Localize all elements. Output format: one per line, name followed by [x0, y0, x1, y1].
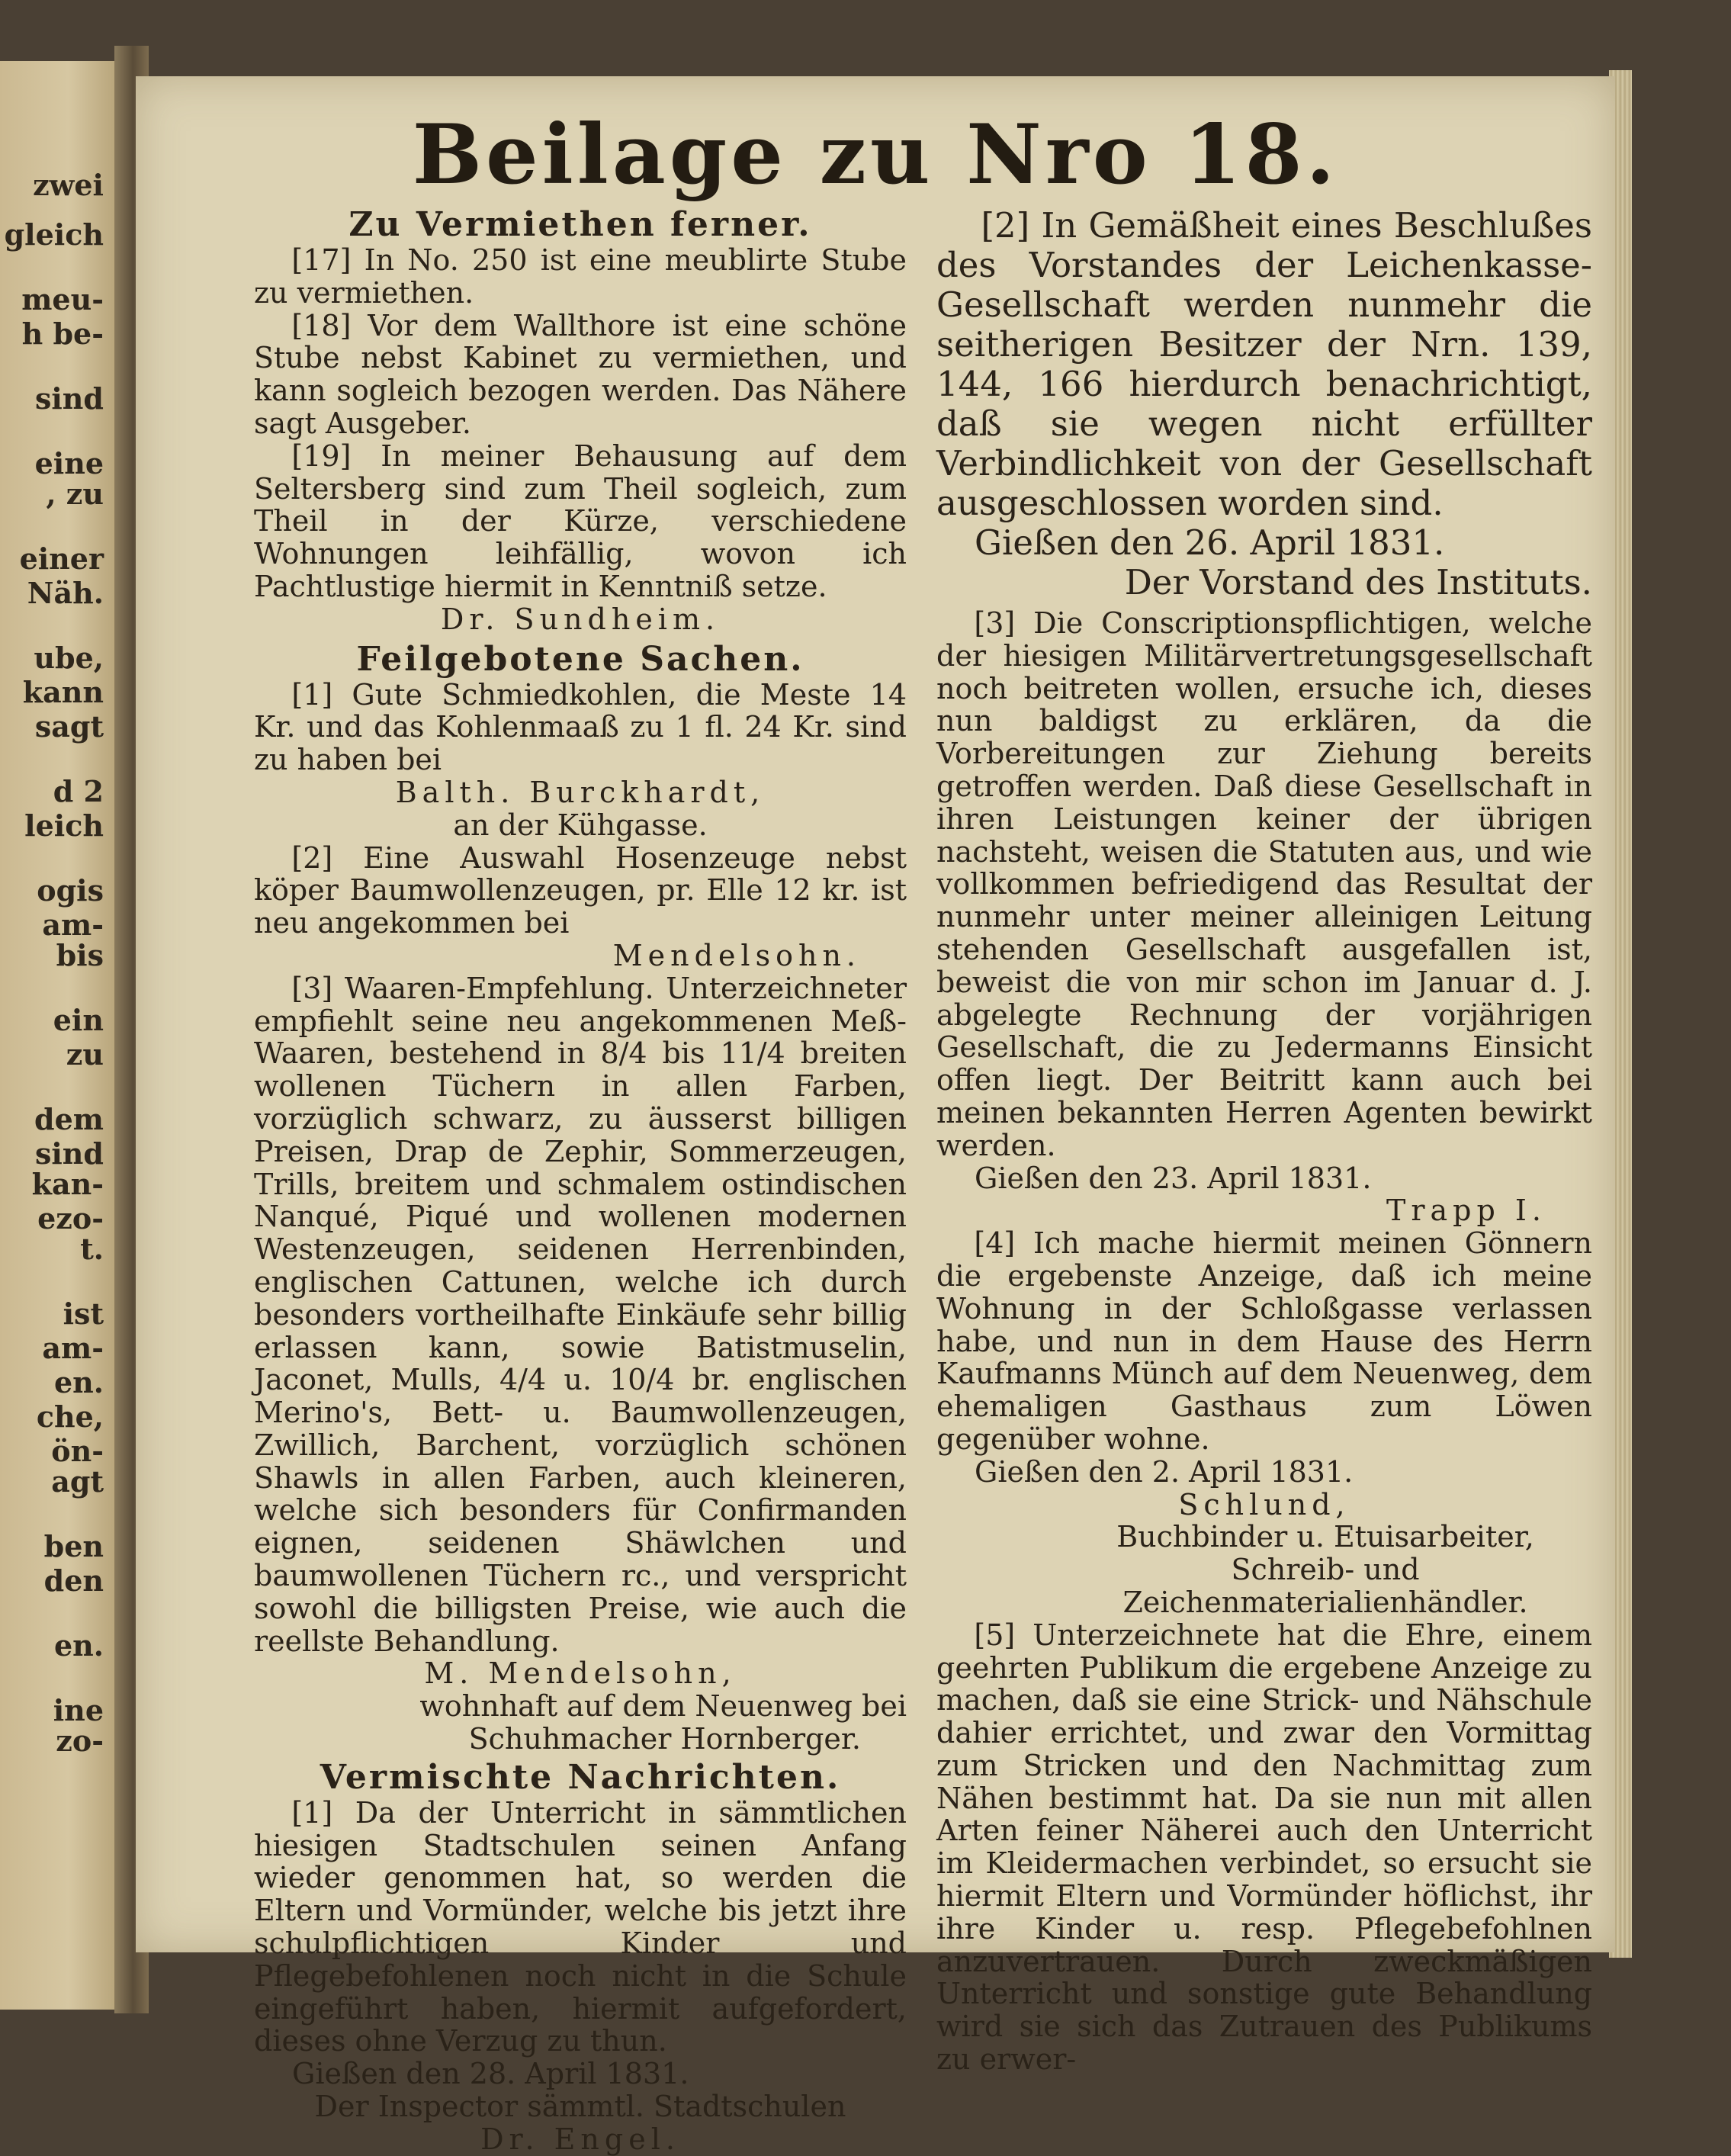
previous-page-edge	[0, 61, 114, 2010]
section-heading-vermischte-nachrichten: Vermischte Nachrichten.	[320, 1757, 841, 1797]
section-heading-feilgebotene-sachen: Feilgebotene Sachen.	[356, 639, 804, 679]
previous-page-fragment: Näh.	[27, 576, 104, 610]
previous-page-fragment: en.	[53, 1628, 104, 1663]
notice-3-conscription: [3] Die Conscriptionspflichtigen, welche der hiesigen Militärvertretungsgesellschaft noch beitreten wollen, ersuche ich, dieses nun baldigst zu erklären, da die Vorbereitungen zur Ziehung bereits getroffen werden. Daß diese Gesellschaft in ihren Leistungen keiner der übrigen nachsteht, weisen die Statuten aus, und wie vollkommen befriedigend das Resultat der nunmehr unter meiner alleinigen Leitung stehenden Gesellschaft ausgefallen ist, beweist die von mir schon im Januar d. J. abgelegte Rechnung der vorjährigen Gesellschaft, die zu Jedermanns Einsicht offen liegt. Der Beitritt kann auch bei meinen bekannten Herren Agenten bewirkt werden.	[936, 606, 1592, 1162]
ad-3-address-line2: Schuhmacher Hornberger.	[468, 1722, 861, 1756]
notice-1-signature-name: Dr. Engel.	[480, 2122, 680, 2156]
ad-18: [18] Vor dem Wallthore ist eine schöne Stube nebst Kabinet zu vermiethen, und kann sogleich bezogen werden. Das Nähere sagt Ausgeber.	[254, 308, 907, 440]
ad-1-address: an der Kühgasse.	[453, 808, 708, 842]
ad-2-fabrics: [2] Eine Auswahl Hosenzeuge nebst köper Baumwollenzeugen, pr. Elle 12 kr. ist neu angekommen bei	[254, 840, 907, 940]
notice-1-schools: [1] Da der Unterricht in sämmtlichen hiesigen Stadtschulen seinen Anfang wieder genommen hat, so werden die Eltern und Vormünder, welche bis jetzt ihre schulpflichtigen Kinder und Pflegebefohlenen noch nicht in die Schule eingeführt haben, hiermit aufgefordert, dieses ohne Verzug zu thun.	[254, 1795, 907, 2058]
notice-2-leichenkasse: [2] In Gemäßheit eines Beschlußes des Vorstandes der Leichenkasse-Gesellschaft werden nunmehr die seitherigen Besitzer der Nrn. 139, 144, 166 hierdurch benachrichtigt, daß sie wegen nicht erfüllter Verbindlichkeit von der Gesellschaft ausgeschlossen worden sind.	[936, 205, 1592, 523]
notice-1-date: Gießen den 28. April 1831.	[292, 2057, 689, 2091]
notice-4-signature-name: Schlund,	[1178, 1487, 1350, 1521]
previous-page-fragment: meu-	[21, 282, 104, 316]
section-heading-zu-vermiethen: Zu Vermiethen ferner.	[348, 205, 812, 244]
ad-3-waaren-empfehlung: [3] Waaren-Empfehlung. Unterzeichneter empfiehlt seine neu angekommenen Meß-Waaren, bestehend in 8/4 bis 11/4 breiten wollenen Tüchern in allen Farben, vorzüglich schwarz, zu äusserst billigen Preisen, Drap de Zephir, Sommerzeugen, Trills, breitem und schmalem ostindischen Nanqué, Piqué und wollenen modernen Westenzeugen, seidenen Herrenbinden, englischen Cattunen, welche ich durch besonders vortheilhafte Einkäufe sehr billig erlassen kann, sowie Batistmuselin, Jaconet, Mulls, 4/4 u. 10/4 br. englischen Merino's, Bett- u. Baumwollenzeugen, Zwillich, Barchent, vorzüglich schönen Shawls in allen Farben, auch kleineren, welche sich besonders für Confirmanden eignen, seidenen Shäwlchen und baumwollenen Tüchern rc., und verspricht sowohl die billigsten Preise, wie auch die reellste Behandlung.	[254, 971, 907, 1658]
ad-1-coal: [1] Gute Schmiedkohlen, die Meste 14 Kr. und das Kohlenmaaß zu 1 fl. 24 Kr. sind zu haben bei	[254, 677, 907, 777]
previous-page-fragment: dem	[34, 1102, 104, 1136]
notice-3-signature: Trapp I.	[1386, 1194, 1546, 1228]
previous-page-text-fragments	[0, 61, 114, 2010]
previous-page-fragment: den	[43, 1563, 104, 1598]
previous-page-fragment: , zu	[46, 477, 104, 511]
notice-5-sewing-school: [5] Unterzeichnete hat die Ehre, einem geehrten Publikum die ergebene Anzeige zu machen, daß sie eine Strick- und Nähschule dahier errichtet, und zwar den Vormittag zum Stricken und den Nachmittag zum Nähen bestimmt hat. Da sie nun mit allen Arten feiner Näherei auch den Unterricht im Kleidermachen verbindet, so ersucht sie hiermit Eltern und Vormünder höflichst, ihr ihre Kinder u. resp. Pflegebefohlnen anzuvertrauen. Durch zweckmäßigen Unterricht und sonstige gute Behandlung wird sie sich das Zutrauen des Publikums zu erwer-	[936, 1618, 1592, 2077]
previous-page-fragment: eine	[34, 446, 104, 480]
previous-page-fragment: en.	[53, 1365, 104, 1399]
ad-1-signature: Balth. Burckhardt,	[395, 775, 766, 809]
previous-page-fragment: ön-	[51, 1434, 104, 1468]
previous-page-fragment: zo-	[56, 1724, 104, 1758]
previous-page-fragment: ine	[53, 1693, 104, 1727]
masthead-title: Beilage zu Nro 18.	[412, 107, 1339, 203]
previous-page-fragment: sagt	[34, 709, 104, 744]
previous-page-fragment: ein	[53, 1003, 104, 1037]
previous-page-fragment: sind	[34, 1136, 104, 1171]
ad-3-signature: M. Mendelsohn,	[424, 1656, 737, 1691]
left-column	[254, 206, 907, 2156]
previous-page-fragment: ist	[63, 1296, 104, 1331]
previous-page-fragment: zwei	[33, 168, 104, 202]
previous-page-fragment: leich	[24, 808, 104, 843]
notice-4-signature-trade: Buchbinder u. Etuisarbeiter, Schreib- und Zeichenmaterialienhändler.	[1116, 1520, 1534, 1619]
ad-2-signature: Mendelsohn.	[612, 938, 861, 972]
previous-page-fragment: zu	[66, 1037, 104, 1072]
ad-19: [19] In meiner Behausung auf dem Seltersberg sind zum Theil sogleich, zum Theil in der Kürze, verschiedene Wohnungen leihfällig, wovon ich Pachtlustige hiermit in Kenntniß setze.	[254, 439, 907, 603]
previous-page-fragment: ube,	[34, 641, 104, 675]
previous-page-fragment: einer	[19, 541, 104, 576]
previous-page-fragment: bis	[56, 938, 104, 972]
ad-17: [17] In No. 250 ist eine meublirte Stube zu vermiethen.	[254, 243, 907, 310]
notice-3-date: Gießen den 23. April 1831.	[975, 1161, 1372, 1195]
ad-19-signature: Dr. Sundheim.	[440, 602, 721, 636]
right-column	[936, 206, 1592, 2076]
previous-page-fragment: t.	[80, 1232, 104, 1266]
newspaper-page	[136, 76, 1615, 2156]
previous-page-fragment: ogis	[37, 873, 104, 908]
previous-page-fragment: am-	[42, 908, 104, 942]
previous-page-fragment: h be-	[21, 316, 104, 351]
previous-page-fragment: agt	[51, 1464, 104, 1499]
notice-4-date: Gießen den 2. April 1831.	[975, 1454, 1354, 1489]
previous-page-fragment: ben	[43, 1529, 104, 1563]
previous-page-fragment: am-	[42, 1331, 104, 1365]
previous-page-fragment: gleich	[4, 217, 104, 252]
notice-2-date: Gießen den 26. April 1831.	[975, 522, 1445, 563]
notice-1-signature-title: Der Inspector sämmtl. Stadtschulen	[314, 2090, 846, 2124]
previous-page-fragment: sind	[34, 381, 104, 416]
ad-3-address-line1: wohnhaft auf dem Neuenweg bei	[419, 1689, 907, 1724]
notice-2-signature: Der Vorstand des Instituts.	[1124, 562, 1592, 602]
previous-page-fragment: ezo-	[37, 1201, 104, 1235]
previous-page-fragment: kann	[22, 675, 104, 709]
previous-page-fragment: d 2	[53, 774, 104, 808]
previous-page-fragment: che,	[36, 1399, 104, 1434]
previous-page-fragment: kan-	[31, 1167, 104, 1201]
notice-4-relocation: [4] Ich mache hiermit meinen Gönnern die ergebenste Anzeige, daß ich meine Wohnung in der Schloßgasse verlassen habe, und nun in dem Hause des Herrn Kaufmanns Münch auf dem Neuenweg, dem ehemaligen Gasthaus zum Löwen gegenüber wohne.	[936, 1226, 1592, 1456]
